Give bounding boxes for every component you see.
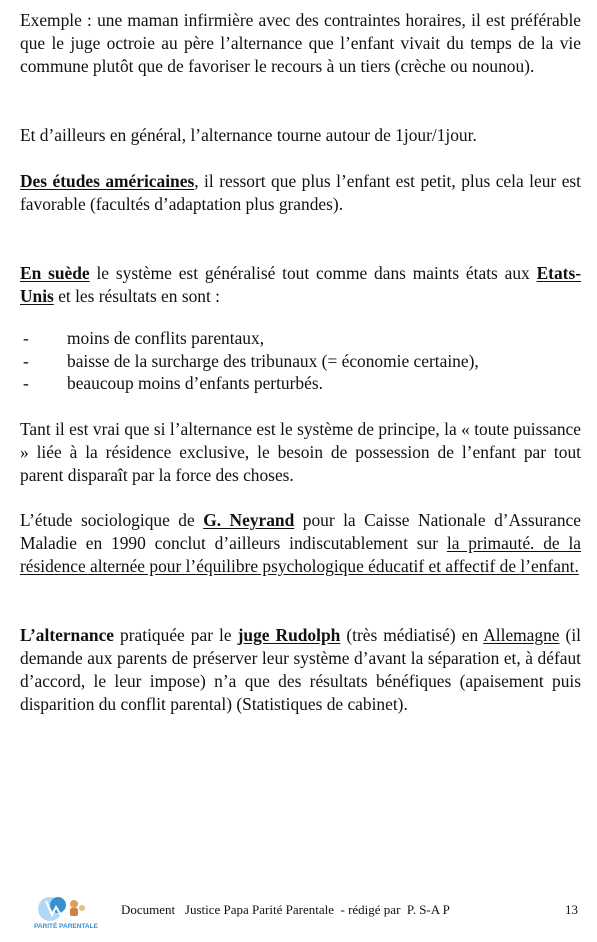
paragraph-american-studies	[20, 170, 581, 216]
american-studies-text: , il ressort que plus l’enfant est petit, plus cela leur est favorable (facultés d’adaptation plus grandes).	[20, 171, 582, 214]
list-item	[20, 327, 581, 350]
neyrand-conclusion: la primauté. de la résidence alternée pour l’équilibre psychologique éducatif et affectif de l’enfant.	[20, 533, 581, 576]
neyrand-name: G. Neyrand	[203, 510, 295, 530]
rudolph-name: juge Rudolph	[237, 625, 341, 645]
list-item-text: beaucoup moins d’enfants perturbés.	[67, 373, 323, 393]
germany-link: Allemagne	[483, 625, 560, 645]
parite-parentale-logo-icon	[32, 891, 98, 931]
list-item-text: baisse de la surcharge des tribunaux (= économie certaine),	[67, 350, 479, 371]
paragraph-principle: Tant il est vrai que si l’alternance est le système de principe, la « toute puissance » liée à la résidence exclusive, le besoin de possession de l’enfant par tout parent disparaît par la force des choses.	[20, 419, 581, 485]
neyrand-text-b: pour la Caisse Nationale d’Assurance Maladie en 1990 conclut d’ailleurs indiscutablement sur	[20, 510, 581, 553]
list-item-text: moins de conflits parentaux,	[67, 328, 265, 348]
alternance-heading: L’alternance	[20, 625, 115, 645]
footer-text: Document Justice Papa Parité Parentale - rédigé par P. S-A P	[121, 902, 450, 917]
usa-heading: Etats-Unis	[20, 263, 581, 306]
paragraph-alternance-general: Et d’ailleurs en général, l’alternance tourne autour de 1jour/1jour.	[20, 125, 477, 145]
sweden-text-end: et les résultats en sont :	[53, 286, 220, 306]
paragraph-rudolph	[20, 624, 581, 716]
rudolph-text-c: (il demande aux parents de préserver leur système d’avant la séparation et, à défaut d’accord, le leur impose) n’a que des résultats bénéfiques (apaisement puis disparition du conflit parental) (Statistiques de cabinet).	[20, 625, 582, 714]
paragraph-example: Exemple : une maman infirmière avec des contraintes horaires, il est préférable que le juge octroie au père l’alternance que l’enfant vivait du temps de la vie commune plutôt que de favoriser le recours à un tiers (crèche ou nounou).	[20, 10, 581, 76]
paragraph-neyrand-study	[20, 509, 581, 578]
rudolph-text-b: (très médiatisé) en	[340, 625, 484, 645]
page-number: 13	[565, 902, 578, 917]
sweden-heading: En suède	[20, 263, 90, 283]
results-list	[20, 327, 581, 395]
rudolph-text-a: pratiquée par le	[114, 625, 238, 645]
list-item	[20, 350, 581, 373]
list-dash: -	[23, 328, 29, 348]
list-item	[20, 372, 581, 395]
american-studies-heading: Des études américaines	[20, 171, 195, 191]
logo-lettering: PARITÉ PARENTALE	[34, 923, 98, 930]
paragraph-sweden	[20, 262, 581, 308]
page-footer	[0, 897, 597, 937]
list-dash: -	[23, 373, 29, 393]
neyrand-text-a: L’étude sociologique de	[20, 510, 204, 530]
list-dash: -	[23, 350, 29, 371]
sweden-text: le système est généralisé tout comme dans maints états aux	[89, 263, 537, 283]
